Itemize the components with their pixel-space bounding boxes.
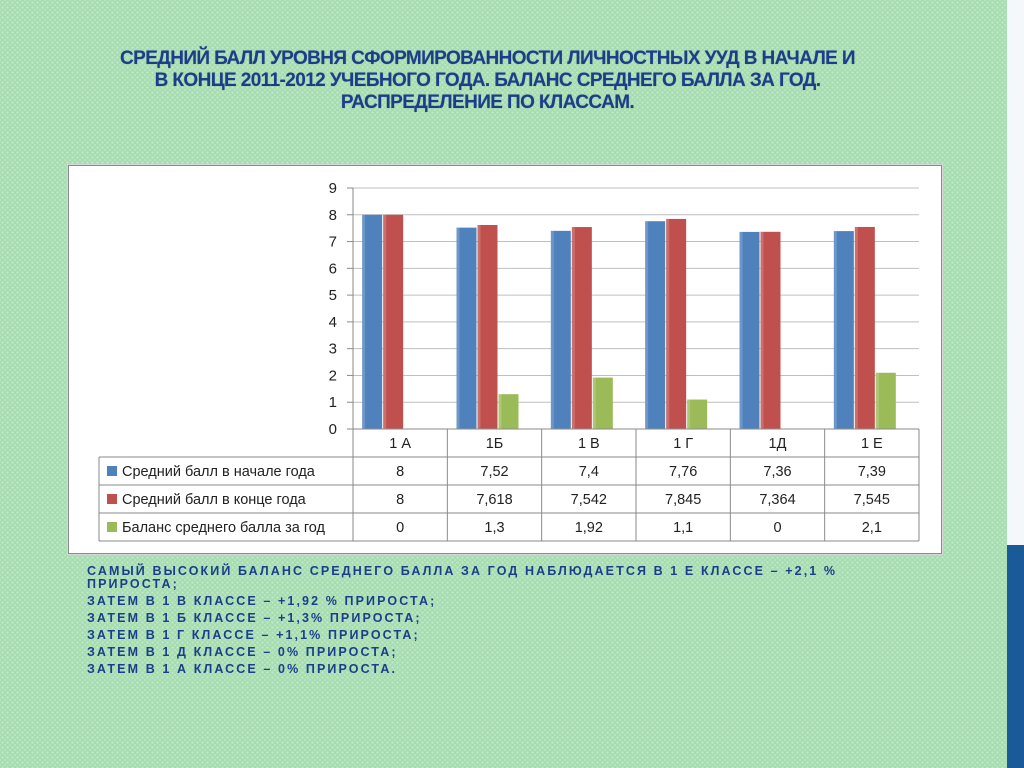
y-tick-label: 8 bbox=[328, 206, 337, 224]
y-tick-label: 6 bbox=[328, 260, 337, 278]
data-label: 8 bbox=[396, 492, 405, 508]
slide-title bbox=[40, 48, 935, 114]
data-label: 1,1 bbox=[673, 520, 694, 536]
y-tick-label: 2 bbox=[328, 367, 337, 385]
x-category-label: 1 Е bbox=[860, 436, 883, 452]
y-tick-label: 0 bbox=[328, 421, 337, 438]
bar-highlight bbox=[499, 394, 502, 429]
legend-swatch bbox=[107, 494, 117, 504]
bar-highlight bbox=[855, 227, 858, 429]
note-line: ЗАТЕМ В 1 Б КЛАССЕ – +1,3% ПРИРОСТА; bbox=[87, 611, 422, 625]
x-category-label: 1 А bbox=[389, 436, 412, 452]
y-tick-label: 4 bbox=[328, 313, 337, 331]
bar-highlight bbox=[645, 221, 648, 429]
y-tick-label: 5 bbox=[328, 287, 337, 305]
legend-swatch bbox=[107, 466, 117, 476]
data-label: 7,39 bbox=[857, 464, 886, 480]
note-line: ЗАТЕМ В 1 Г КЛАССЕ – +1,1% ПРИРОСТА; bbox=[87, 628, 420, 642]
title-line: В КОНЦЕ 2011-2012 УЧЕБНОГО ГОДА. БАЛАНС СРЕДНЕГО БАЛЛА ЗА ГОД. bbox=[154, 70, 821, 91]
y-tick-label: 3 bbox=[328, 340, 337, 358]
data-label: 8 bbox=[396, 464, 405, 480]
bar bbox=[572, 227, 592, 429]
y-tick-label: 1 bbox=[328, 394, 337, 412]
note-line: ЗАТЕМ В 1 Д КЛАССЕ – 0% ПРИРОСТА; bbox=[87, 645, 398, 659]
data-label: 7,618 bbox=[476, 492, 513, 508]
bar-highlight bbox=[834, 231, 837, 429]
bar-highlight bbox=[687, 400, 690, 429]
bar-highlight bbox=[478, 225, 481, 429]
bar-highlight bbox=[551, 231, 554, 429]
note-line: ЗАТЕМ В 1 В КЛАССЕ – +1,92 % ПРИРОСТА; bbox=[87, 594, 437, 608]
bar bbox=[551, 231, 571, 429]
chart-frame bbox=[68, 165, 942, 554]
data-label: 7,36 bbox=[763, 464, 792, 480]
bar-highlight bbox=[593, 378, 596, 429]
legend-label: Средний балл в начале года bbox=[122, 464, 315, 480]
bar-highlight bbox=[876, 373, 879, 429]
data-label: 7,52 bbox=[480, 464, 509, 480]
x-category-label: 1 В bbox=[577, 436, 600, 452]
bar-highlight bbox=[383, 215, 386, 429]
data-label: 7,845 bbox=[665, 492, 702, 508]
data-label: 2,1 bbox=[861, 520, 882, 536]
data-label: 1,92 bbox=[574, 520, 603, 536]
bar-highlight bbox=[666, 219, 669, 429]
legend-swatch bbox=[107, 522, 117, 532]
note-line: ЗАТЕМ В 1 А КЛАССЕ – 0% ПРИРОСТА. bbox=[87, 662, 398, 676]
title-line: РАСПРЕДЕЛЕНИЕ ПО КЛАССАМ. bbox=[340, 92, 635, 113]
data-label: 7,76 bbox=[669, 464, 698, 480]
legend-label: Баланс среднего балла за год bbox=[122, 520, 326, 536]
data-label: 7,364 bbox=[759, 492, 796, 508]
bar-chart bbox=[69, 166, 941, 553]
x-category-label: 1 Г bbox=[673, 436, 694, 452]
x-category-label: 1Д bbox=[768, 436, 787, 452]
data-label: 1,3 bbox=[484, 520, 505, 536]
data-label: 0 bbox=[773, 520, 782, 536]
x-category-label: 1Б bbox=[485, 436, 504, 452]
data-label: 7,4 bbox=[578, 464, 599, 480]
legend-label: Средний балл в конце года bbox=[122, 492, 306, 508]
y-tick-label: 7 bbox=[328, 233, 337, 251]
title-line: СРЕДНИЙ БАЛЛ УРОВНЯ СФОРМИРОВАННОСТИ ЛИЧНОСТНЫХ УУД В НАЧАЛЕ И bbox=[120, 48, 855, 69]
data-label: 7,545 bbox=[853, 492, 890, 508]
data-label: 0 bbox=[396, 520, 405, 536]
right-decor-accent bbox=[1007, 545, 1024, 768]
bar-highlight bbox=[572, 227, 575, 429]
data-label: 7,542 bbox=[570, 492, 607, 508]
bar-highlight bbox=[761, 232, 764, 429]
bar-highlight bbox=[362, 215, 365, 429]
note-line: САМЫЙ ВЫСОКИЙ БАЛАНС СРЕДНЕГО БАЛЛА ЗА ГОД НАБЛЮДАЕТСЯ В 1 Е КЛАССЕ – +2,1 % ПРИРОСТА; bbox=[87, 564, 838, 591]
bar-highlight bbox=[740, 232, 743, 429]
bar-highlight bbox=[457, 228, 460, 429]
y-tick-label: 9 bbox=[328, 180, 337, 197]
notes-block bbox=[87, 565, 927, 680]
